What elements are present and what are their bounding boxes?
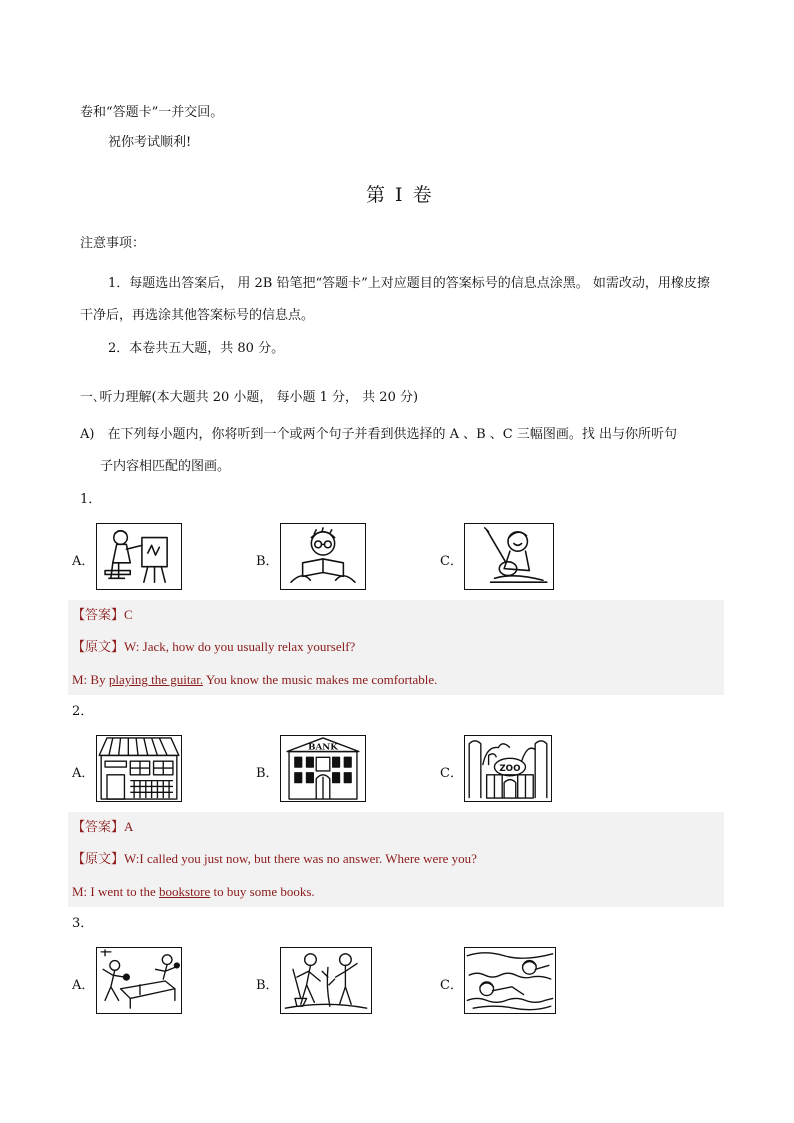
answer-value: C — [124, 607, 133, 622]
part1-heading: 一､听力理解(本大题共 20 小题， 每小题 1 分， 共 20 分) — [80, 390, 419, 405]
answer-line — [72, 606, 133, 625]
swimming-picture[interactable] — [464, 947, 556, 1014]
option-label-a: A． — [72, 766, 95, 781]
script-w-line — [72, 638, 355, 657]
option-label-b: B． — [256, 554, 279, 569]
script-m-pre: M: I went to the — [72, 884, 160, 899]
option-label-c: C． — [440, 766, 463, 781]
script-m-key: bookstore — [159, 884, 211, 899]
option-label-b: B． — [256, 766, 279, 781]
answer-label: 【答案】 — [72, 608, 125, 623]
answer-label: 【答案】 — [72, 820, 125, 835]
script-w-text: W:I called you just now, but there was no answer. Where were you? — [124, 851, 477, 866]
zoo-gate-picture[interactable] — [464, 735, 552, 802]
section-title: 第 I 卷 — [366, 184, 434, 206]
intro-line-2: 祝你考试顺利! — [108, 135, 192, 150]
question-number: 1． — [80, 492, 102, 507]
script-w-line — [72, 850, 477, 869]
option-label-a: A． — [72, 554, 95, 569]
boy-playing-guitar-picture[interactable] — [464, 523, 554, 590]
option-label-b: B． — [256, 978, 279, 993]
notes-item-1b: 干净后，再选涂其他答案标号的信息点。 — [80, 308, 315, 323]
script-m-key: playing the guitar. — [108, 672, 204, 687]
script-m-line — [72, 671, 437, 689]
notes-heading: 注意事项： — [80, 236, 146, 251]
bank-picture[interactable] — [280, 735, 366, 802]
zoo-sign: ZOO — [499, 763, 521, 774]
boy-reading-book-picture[interactable] — [280, 523, 366, 590]
answer-line — [72, 818, 133, 837]
answer-value: A — [124, 819, 134, 834]
question-number: 3． — [72, 916, 94, 931]
notes-item-1a: 1．每题选出答案后， 用 2B 铅笔把“答题卡”上对应题目的答案标号的信息点涂黑。 如需改动，用橡皮擦 — [108, 276, 710, 291]
part1-instruction-a: A) 在下列每小题内，你将听到一个或两个句子并看到供选择的 A 、B 、C 三幅图画。找 出与你所听句 — [80, 427, 678, 442]
script-m-post: You know the music makes me comfortable. — [203, 672, 438, 687]
option-label-a: A． — [72, 978, 95, 993]
script-label: 【原文】 — [72, 852, 125, 867]
script-label: 【原文】 — [72, 640, 125, 655]
intro-line-1: 卷和“答题卡”一并交回。 — [80, 105, 224, 120]
script-m-post: to buy some books. — [210, 884, 315, 899]
bank-sign: BANK — [308, 742, 338, 753]
question-number: 2． — [72, 704, 94, 719]
script-m-pre: M: By — [72, 672, 109, 687]
bookstore-picture[interactable] — [96, 735, 182, 802]
script-m-line — [72, 883, 315, 901]
part1-instruction-b: 子内容相匹配的图画。 — [100, 459, 231, 474]
table-tennis-picture[interactable] — [96, 947, 182, 1014]
painting-easel-picture[interactable] — [96, 523, 182, 590]
script-w-text: W: Jack, how do you usually relax yourself? — [124, 639, 356, 654]
option-label-c: C． — [440, 978, 463, 993]
planting-trees-picture[interactable] — [280, 947, 372, 1014]
notes-item-2: 2．本卷共五大题，共 80 分。 — [108, 341, 285, 356]
option-label-c: C． — [440, 554, 463, 569]
